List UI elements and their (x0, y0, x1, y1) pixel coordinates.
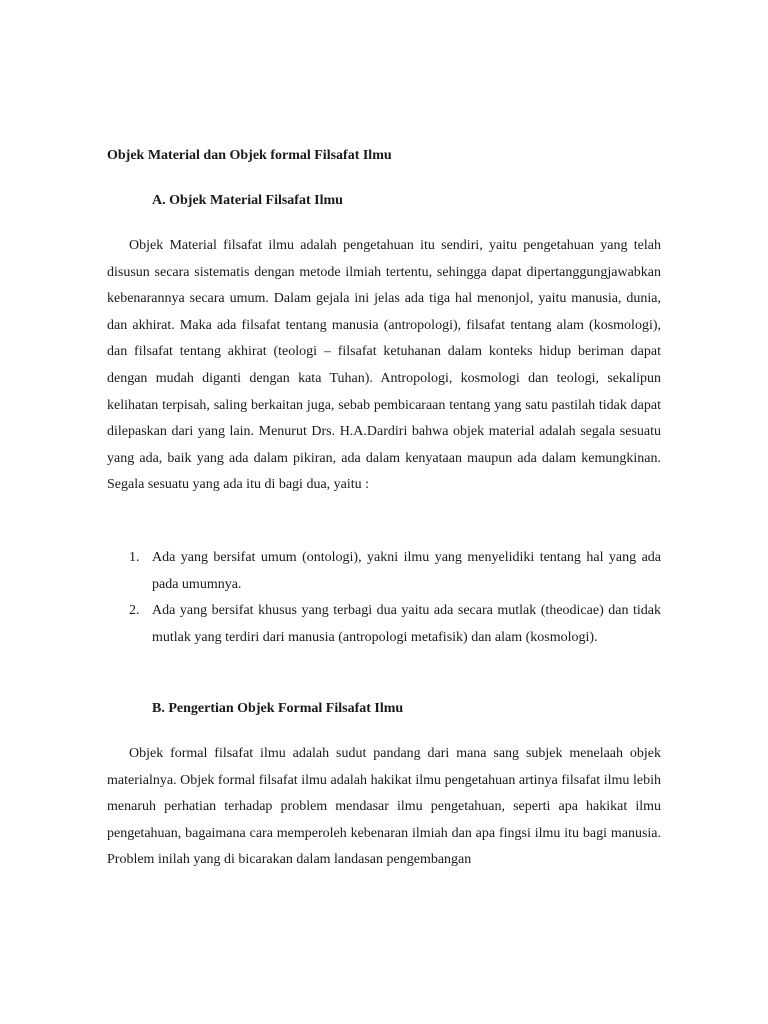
list-item (107, 598, 661, 651)
section-a-heading: A. Objek Material Filsafat Ilmu (152, 193, 343, 208)
list-item-text: Ada yang bersifat khusus yang terbagi dua yaitu ada secara mutlak (theodicae) dan tidak mutlak yang terdiri dari manusia (antropologi metafisik) dan alam (kosmologi). (152, 603, 661, 645)
list-item (107, 545, 661, 598)
list-item-number: 2. (129, 603, 140, 619)
section-a-list (107, 545, 661, 651)
section-b-paragraph: Objek formal filsafat ilmu adalah sudut pandang dari mana sang subjek menelaah objek materialnya. Objek formal filsafat ilmu adalah hakikat ilmu pengetahuan artinya filsafat ilmu lebih menaruh perhatian terhadap problem mendasar ilmu pengetahuan, seperti apa hakikat ilmu pengetahuan, bagaimana cara memperoleh kebenaran ilmiah dan apa fingsi ilmu itu bagi manusia. Problem inilah yang di bicarakan dalam landasan pengembangan (107, 746, 661, 868)
section-b-heading: B. Pengertian Objek Formal Filsafat Ilmu (152, 701, 404, 716)
section-a-paragraph: Objek Material filsafat ilmu adalah pengetahuan itu sendiri, yaitu pengetahuan yang telah disusun secara sistematis dengan metode ilmiah tertentu, sehingga dapat dipertanggungjawabkan kebenarannya secara umum. Dalam gejala ini jelas ada tiga hal menonjol, yaitu manusia, dunia, dan akhirat. Maka ada filsafat tentang manusia (antropologi), filsafat tentang alam (kosmologi), dan filsafat tentang akhirat (teologi – filsafat ketuhanan dalam konteks hidup beriman dapat dengan mudah diganti dengan kata Tuhan). Antropologi, kosmologi dan teologi, sekalipun kelihatan terpisah, saling berkaitan juga, sebab pembicaraan tentang yang satu pastilah tidak dapat dilepaskan dari yang lain. Menurut Drs. H.A.Dardiri bahwa objek material adalah segala sesuatu yang ada, baik yang ada dalam pikiran, ada dalam kenyataan maupun ada dalam kemungkinan. Segala sesuatu yang ada itu di bagi dua, yaitu : (107, 238, 661, 493)
list-item-number: 1. (129, 550, 140, 565)
document-title: Objek Material dan Objek formal Filsafat Ilmu (107, 148, 392, 163)
list-item-text: Ada yang bersifat umum (ontologi), yakni ilmu yang menyelidiki tentang hal yang ada pada umumnya. (152, 550, 661, 592)
